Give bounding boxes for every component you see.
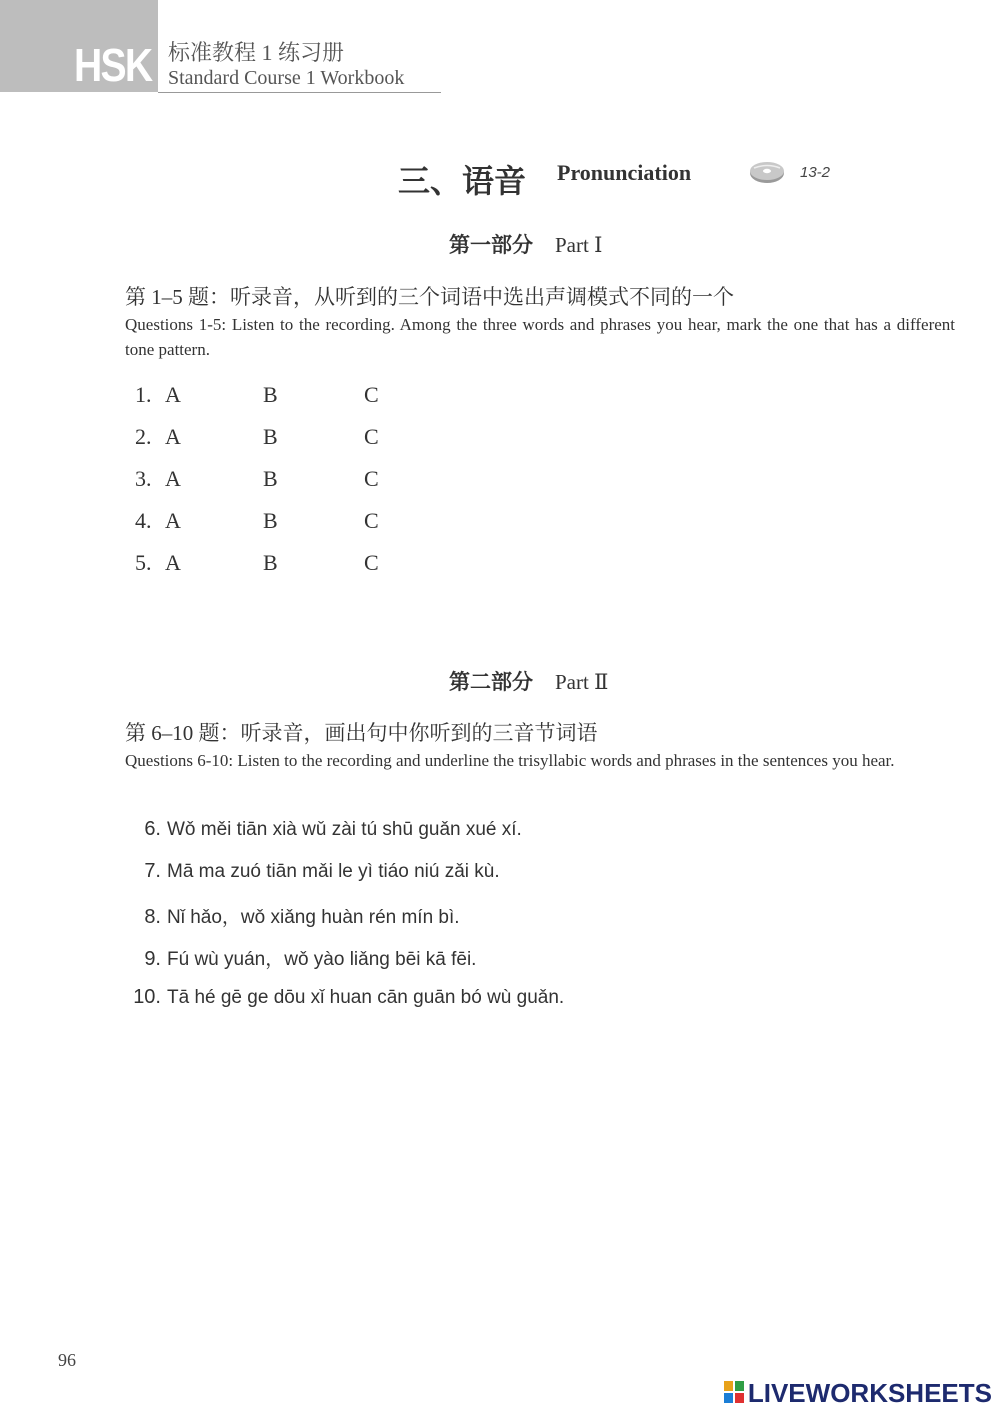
question-row bbox=[135, 382, 395, 412]
option-b[interactable]: B bbox=[263, 550, 278, 575]
question-number: 3. bbox=[135, 466, 152, 491]
option-b[interactable]: B bbox=[263, 424, 278, 449]
question-row bbox=[135, 466, 395, 496]
question-row bbox=[135, 424, 395, 454]
part1-heading-cn: 第一部分 bbox=[449, 233, 533, 257]
liveworksheets-brand[interactable] bbox=[724, 1378, 992, 1408]
option-b[interactable]: B bbox=[263, 382, 278, 407]
option-c[interactable]: C bbox=[364, 550, 379, 575]
option-c[interactable]: C bbox=[364, 382, 379, 407]
section-title-cn: 三、语音 bbox=[398, 163, 527, 199]
audio-track-number: 13-2 bbox=[800, 164, 831, 181]
pinyin-sentence[interactable]: Nǐ hǎo，wǒ xiǎng huàn rén mín bì. bbox=[167, 907, 460, 928]
part2-heading-cn: 第二部分 bbox=[449, 670, 533, 694]
part2-heading bbox=[449, 666, 608, 696]
sentence-number: 9. bbox=[144, 948, 161, 970]
sentence-row bbox=[135, 902, 460, 932]
part1-heading-en: Part Ⅰ bbox=[555, 233, 603, 257]
question-number: 2. bbox=[135, 424, 152, 449]
option-c[interactable]: C bbox=[364, 424, 379, 449]
option-a[interactable]: A bbox=[165, 382, 181, 407]
option-b[interactable]: B bbox=[263, 466, 278, 491]
part2-heading-en: Part Ⅱ bbox=[555, 670, 609, 694]
pinyin-sentence[interactable]: Fú wù yuán，wǒ yào liǎng bēi kā fēi. bbox=[167, 949, 477, 970]
hsk-logo-text: HSK bbox=[74, 39, 152, 91]
section-title-en: Pronunciation bbox=[557, 160, 692, 185]
sentence-row bbox=[135, 860, 500, 890]
sentence-row bbox=[135, 944, 476, 974]
option-a[interactable]: A bbox=[165, 466, 181, 491]
sentence-number: 8. bbox=[144, 906, 161, 928]
question-row bbox=[135, 550, 395, 580]
question-number: 1. bbox=[135, 382, 152, 407]
option-a[interactable]: A bbox=[165, 424, 181, 449]
book-title-en: Standard Course 1 Workbook bbox=[168, 67, 405, 89]
question-number: 4. bbox=[135, 508, 152, 533]
sentence-number: 10. bbox=[133, 986, 161, 1008]
pinyin-sentence[interactable]: Wǒ měi tiān xià wǔ zài tú shū guǎn xué xí. bbox=[167, 819, 522, 840]
audio-cd-icon[interactable] bbox=[748, 160, 786, 186]
pinyin-sentence[interactable]: Tā hé gē ge dōu xǐ huan cān guān bó wù guǎn. bbox=[167, 987, 565, 1008]
liveworksheets-logo-icon bbox=[724, 1381, 744, 1403]
question-number: 5. bbox=[135, 550, 152, 575]
option-c[interactable]: C bbox=[364, 466, 379, 491]
part2-instruction-en: Questions 6-10: Listen to the recording and underline the trisyllabic words and phrases in the sentences you hear. bbox=[125, 751, 895, 770]
sentence-row bbox=[135, 818, 522, 848]
option-a[interactable]: A bbox=[165, 508, 181, 533]
question-row bbox=[135, 508, 395, 538]
part1-heading bbox=[449, 229, 602, 259]
pinyin-sentence[interactable]: Mā ma zuó tiān mǎi le yì tiáo niú zǎi kù. bbox=[167, 861, 500, 882]
option-b[interactable]: B bbox=[263, 508, 278, 533]
part2-instruction-cn: 第 6–10 题：听录音，画出句中你听到的三音节词语 bbox=[125, 721, 598, 745]
option-c[interactable]: C bbox=[364, 508, 379, 533]
sentence-number: 6. bbox=[144, 818, 161, 840]
part1-instruction-en: Questions 1-5: Listen to the recording. Among the three words and phrases you hear, mark the one that has a different tone pattern. bbox=[125, 315, 955, 359]
sentence-number: 7. bbox=[144, 860, 161, 882]
liveworksheets-wordmark: LIVEWORKSHEETS bbox=[747, 1378, 992, 1408]
option-a[interactable]: A bbox=[165, 550, 181, 575]
sentence-row bbox=[129, 986, 564, 1016]
book-title-cn: 标准教程 1 练习册 bbox=[168, 40, 345, 65]
part1-instruction-cn: 第 1–5 题：听录音，从听到的三个词语中选出声调模式不同的一个 bbox=[125, 285, 734, 309]
header-divider bbox=[158, 92, 441, 93]
page-number: 96 bbox=[58, 1350, 76, 1370]
